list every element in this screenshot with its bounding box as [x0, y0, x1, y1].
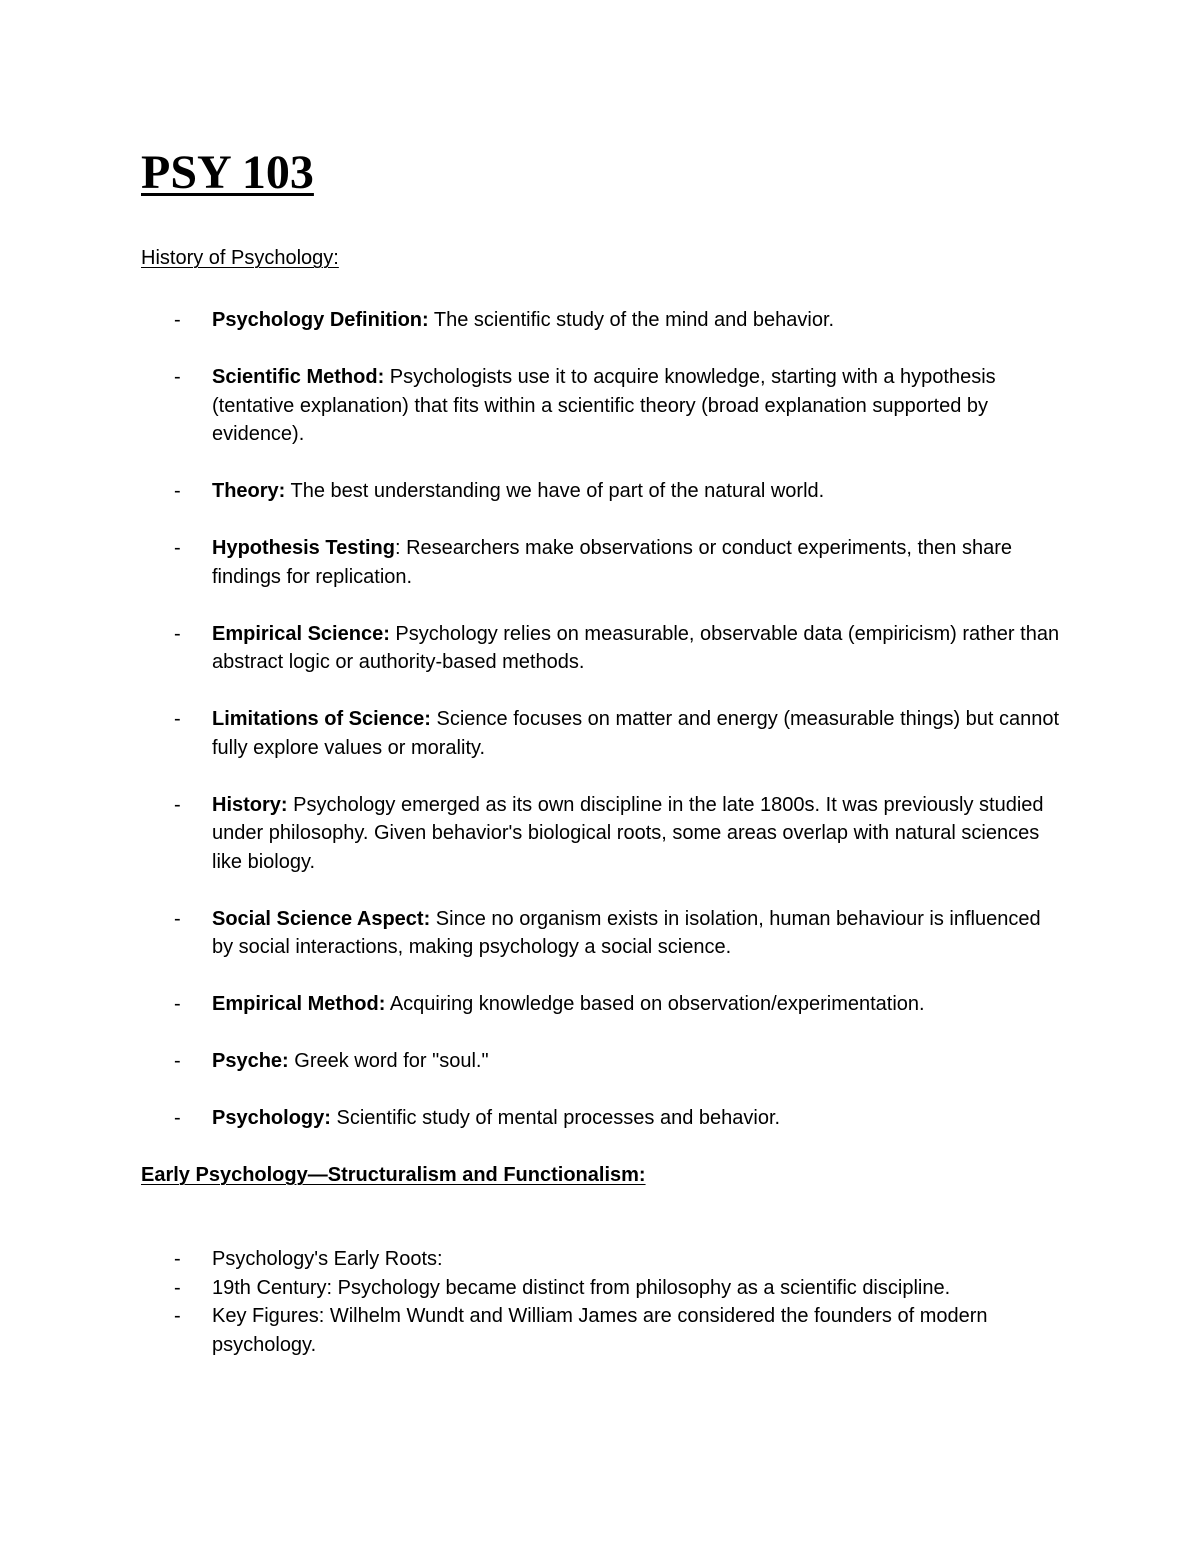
bullet-text: Scientific study of mental processes and behavior.	[330, 1107, 781, 1129]
bullet-text: Since no organism exists in isolation, human behaviour is influenced by social interactions, making psychology a social science.	[212, 907, 1041, 958]
bullet-text: : Researchers make observations or conduct experiments, then share findings for replication.	[212, 537, 1012, 588]
bullet-dash: -	[174, 1305, 181, 1327]
bullet-text: Greek word for "soul."	[288, 1050, 489, 1072]
bullet-term: Social Science Aspect:	[212, 907, 431, 930]
list-item	[0, 1047, 1200, 1076]
list-item	[0, 306, 1200, 335]
bullet-text: 19th Century: Psychology became distinct from philosophy as a scientific discipline.	[212, 1276, 951, 1299]
list-item	[0, 1104, 1200, 1133]
list-item	[0, 1302, 1200, 1359]
bullet-text: Psychology's Early Roots:	[212, 1248, 443, 1270]
bullet-text: Acquiring knowledge based on observation/experimentation.	[385, 993, 925, 1015]
bullet-term: Hypothesis Testing	[212, 537, 395, 559]
bullet-text: Key Figures: Wilhelm Wundt and William James are considered the founders of modern psychology.	[212, 1305, 988, 1356]
bullet-text: Psychologists use it to acquire knowledge, starting with a hypothesis (tentative explanation) that fits within a scientific theory (broad explanation supported by evidence).	[212, 366, 996, 445]
bullet-term: History:	[212, 793, 288, 816]
bullet-dash: -	[174, 480, 181, 502]
bullet-text: Science focuses on matter and energy (measurable things) but cannot fully explore values or morality.	[212, 708, 1060, 759]
bullet-dash: -	[174, 1050, 181, 1072]
section-heading-history: History of Psychology:	[141, 247, 339, 269]
section-heading-early-psychology: Early Psychology—Structuralism and Functionalism:	[141, 1164, 646, 1186]
list-item	[0, 477, 1200, 506]
bullet-dash: -	[174, 793, 181, 816]
bullet-text: Psychology relies on measurable, observable data (empiricism) rather than abstract logic or authority-based methods.	[212, 622, 1060, 673]
bullet-term: Scientific Method:	[212, 366, 385, 388]
early-psychology-bullet-list	[0, 1245, 1200, 1359]
list-item	[0, 791, 1200, 877]
bullet-dash: -	[174, 537, 181, 559]
bullet-term: Empirical Science:	[212, 622, 390, 645]
list-item	[0, 534, 1200, 591]
bullet-term: Psyche:	[212, 1050, 289, 1072]
bullet-term: Theory:	[212, 480, 286, 502]
bullet-term: Empirical Method:	[212, 993, 386, 1015]
bullet-term: Limitations of Science:	[212, 708, 431, 730]
list-item	[0, 905, 1200, 962]
bullet-dash: -	[174, 366, 181, 388]
bullet-text: Psychology emerged as its own discipline in the late 1800s. It was previously studied under philosophy. Given behavior's biological roots, some areas overlap with natural sciences like biology.	[212, 793, 1044, 873]
bullet-dash: -	[174, 1276, 181, 1299]
document-title: PSY 103	[141, 146, 314, 199]
bullet-dash: -	[174, 309, 181, 331]
bullet-text: The scientific study of the mind and behavior.	[428, 309, 835, 331]
bullet-dash: -	[174, 907, 181, 930]
list-item	[0, 990, 1200, 1019]
bullet-dash: -	[174, 622, 181, 645]
list-item	[0, 1245, 1200, 1274]
bullet-term: Psychology:	[212, 1107, 331, 1129]
bullet-dash: -	[174, 1248, 181, 1270]
list-item	[0, 1274, 1200, 1303]
bullet-dash: -	[174, 1107, 181, 1129]
bullet-dash: -	[174, 993, 181, 1015]
list-item	[0, 705, 1200, 762]
history-bullet-list	[0, 306, 1200, 1161]
bullet-text: The best understanding we have of part of the natural world.	[285, 480, 825, 502]
bullet-dash: -	[174, 708, 181, 730]
list-item	[0, 363, 1200, 449]
list-item	[0, 620, 1200, 677]
bullet-term: Psychology Definition:	[212, 309, 429, 331]
